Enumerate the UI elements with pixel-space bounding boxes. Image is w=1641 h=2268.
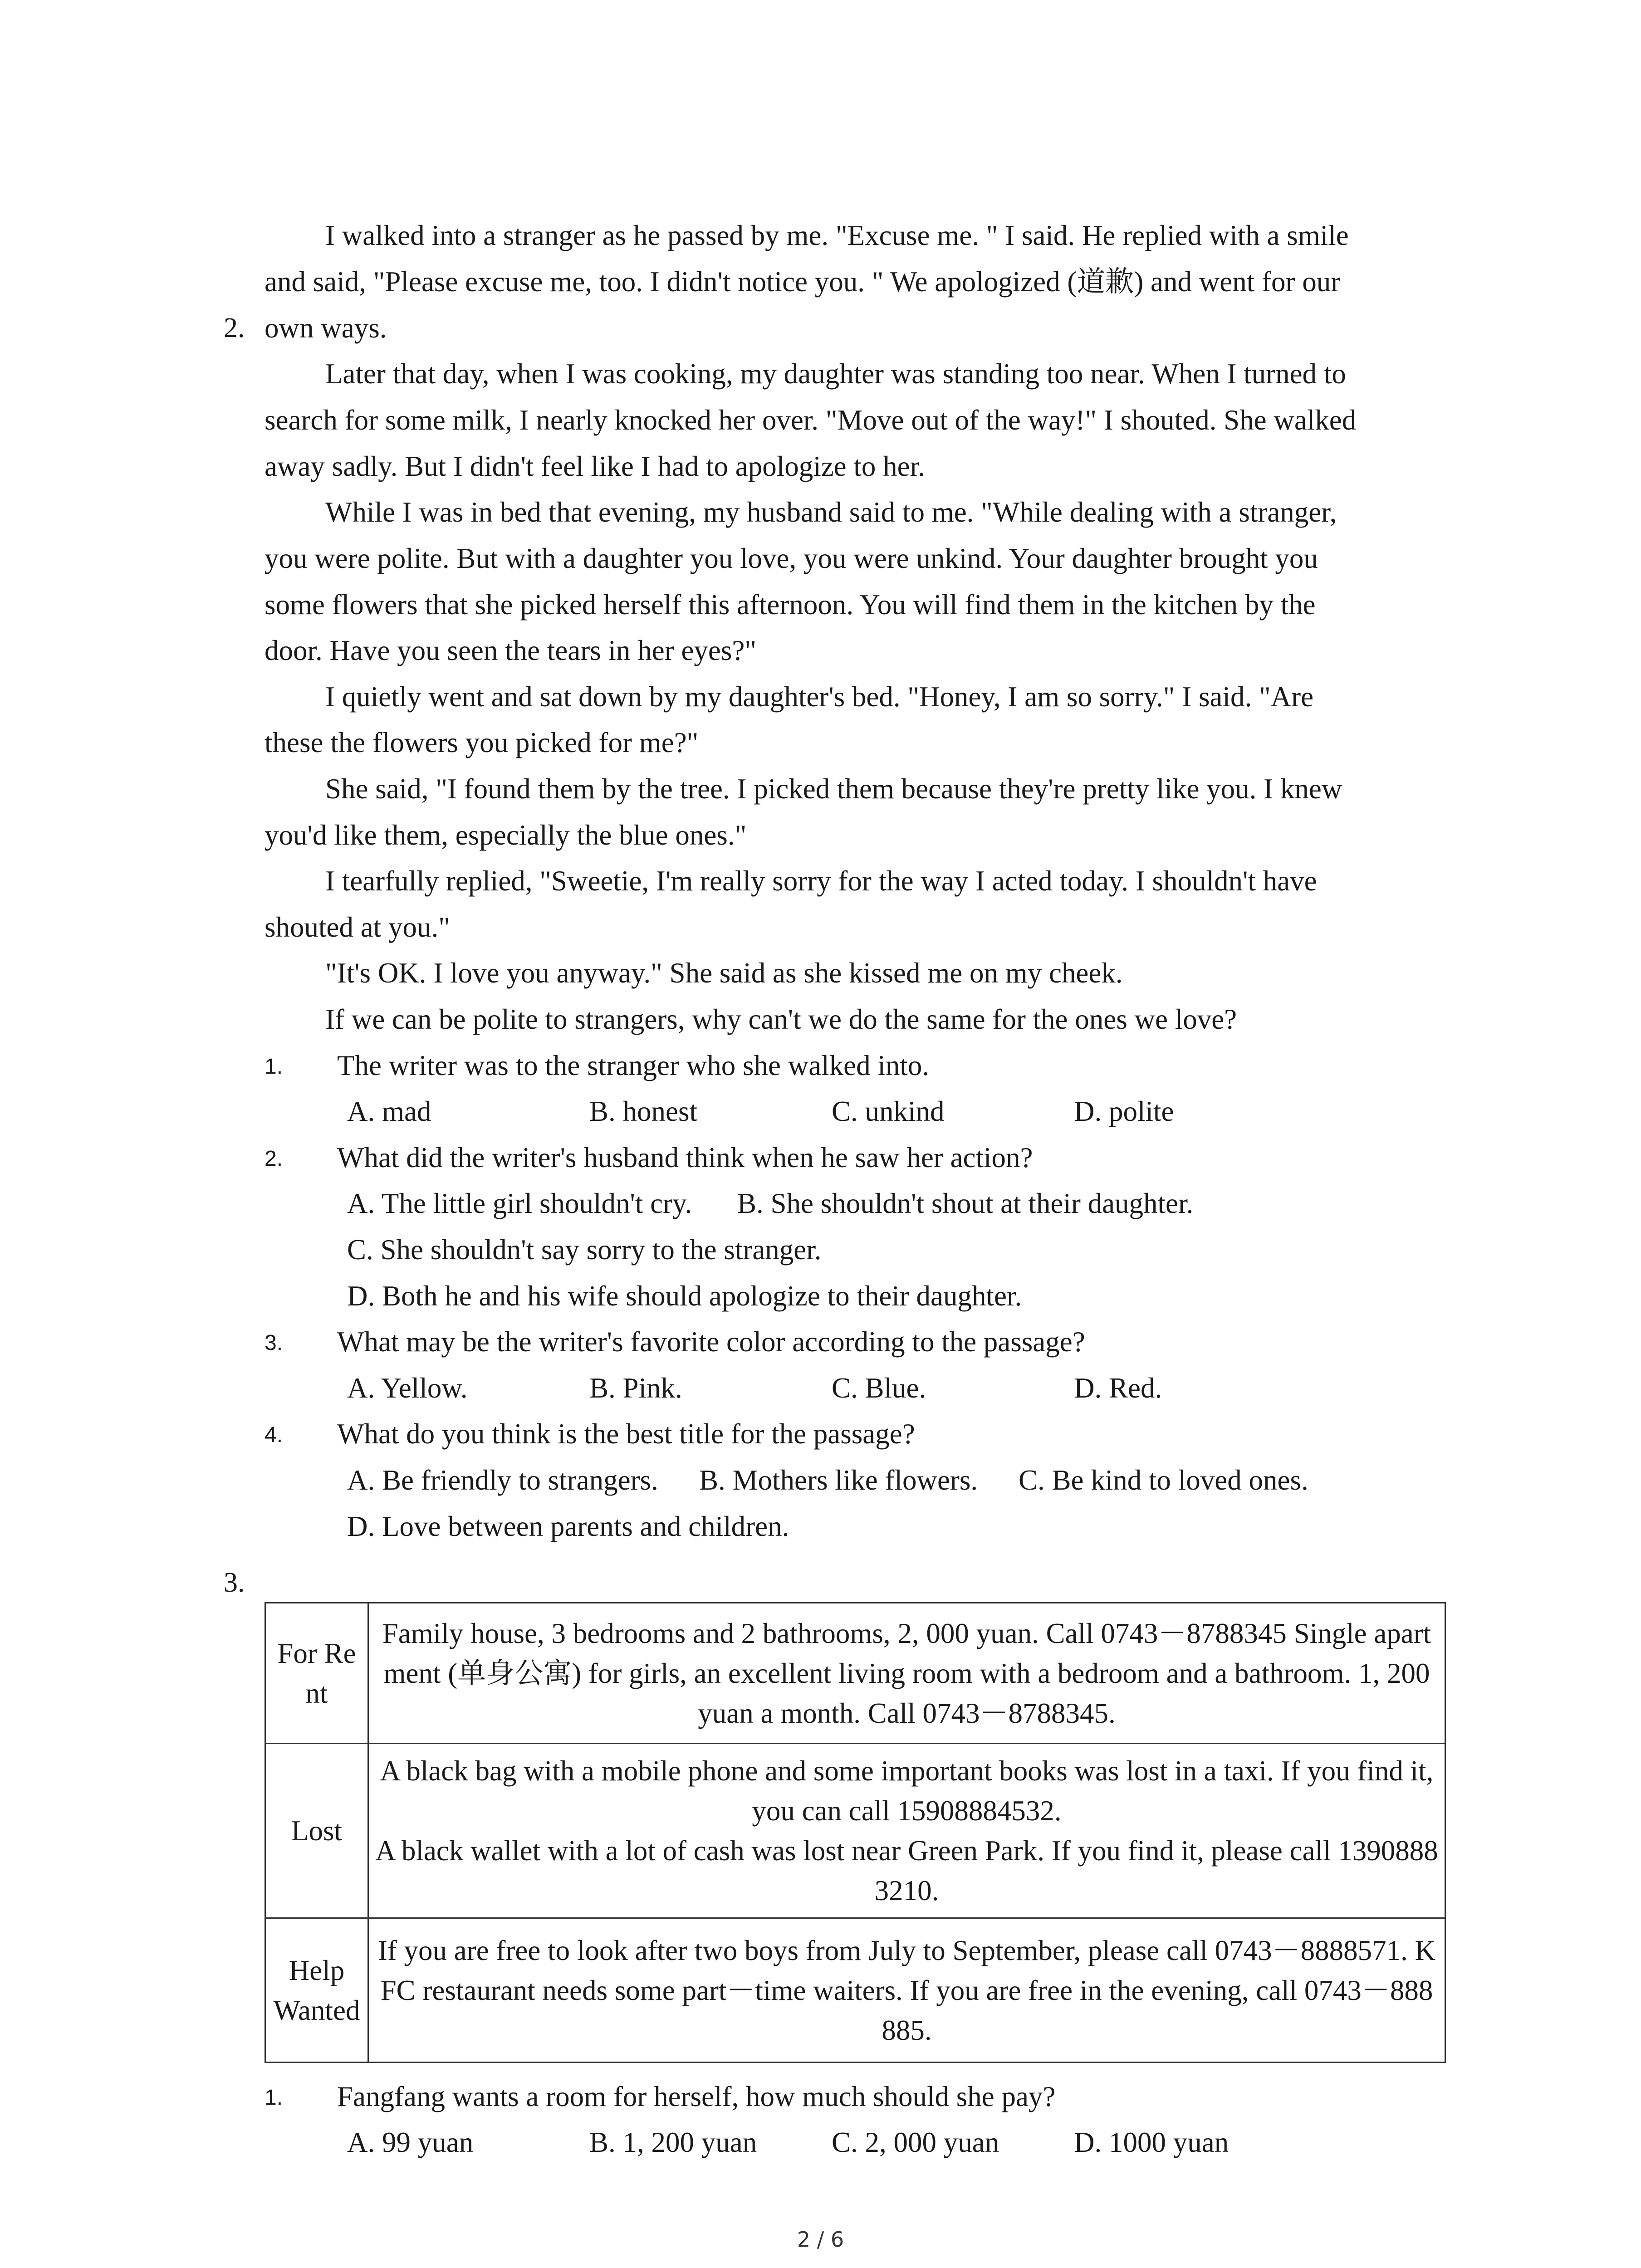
lost-notice: A black bag with a mobile phone and some important books was lost in a taxi. If you find it, you can call 15908884532. [380,1755,1434,1827]
passage-line: these the flowers you picked for me?" [265,727,699,758]
option: A. 99 yuan [347,2126,474,2158]
table-row [265,1603,1445,1744]
question-number: 2. [265,1147,283,1171]
section-number: 2. [224,313,245,343]
passage-line: I quietly went and sat down by my daughter's bed. "Honey, I am so sorry." I said. "Are [325,681,1314,713]
passage-line: search for some milk, I nearly knocked her over. "Move out of the way!" I shouted. She walked [265,404,1357,436]
section-number: 3. [224,1567,245,1598]
option: C. She shouldn't say sorry to the stranger. [347,1234,822,1266]
question-text: What did the writer's husband think when he saw her action? [337,1142,1033,1173]
table-cell-content: Family house, 3 bedrooms and 2 bathrooms, 2, 000 yuan. Call 0743－8788345 Single apartment (单身公寓) for girls, an excellent living room with a bedroom and a bathroom. 1, 200 yuan a month. Call 0743－8788345. [368,1603,1445,1744]
passage-line: While I was in bed that evening, my husband said to me. "While dealing with a stranger, [325,496,1337,528]
option: B. 1, 200 yuan [589,2126,757,2158]
passage-line: you were polite. But with a daughter you love, you were unkind. Your daughter brought you [265,543,1318,574]
option: B. Mothers like flowers. [699,1464,978,1496]
option: B. honest [589,1095,698,1127]
question-text: What do you think is the best title for the passage? [337,1418,915,1450]
option: C. Blue. [832,1372,926,1404]
passage-line: and said, "Please excuse me, too. I didn't notice you. " We apologized (道歉) and went for our [265,266,1341,298]
table-cell-label: For Rent [265,1603,368,1744]
passage-line: "It's OK. I love you anyway." She said as she kissed me on my cheek. [325,957,1123,989]
option: A. mad [347,1095,431,1127]
table-cell-content: If you are free to look after two boys from July to September, please call 0743－8888571. KFC restaurant needs some part－time waiters. If you are free in the evening, call 0743－888885. [368,1918,1445,2063]
option: D. Red. [1074,1372,1162,1404]
option: A. The little girl shouldn't cry. [347,1188,692,1219]
table-row [265,1918,1445,2063]
question-text: What may be the writer's favorite color according to the passage? [337,1326,1085,1358]
option: A. Be friendly to strangers. [347,1464,658,1496]
page-number: 2 / 6 [797,2227,844,2252]
passage-line: Later that day, when I was cooking, my daughter was standing too near. When I turned to [325,358,1346,390]
passage-line: door. Have you seen the tears in her eyes?" [265,635,757,666]
option: D. Love between parents and children. [347,1510,789,1542]
passage-line: away sadly. But I didn't feel like I had to apologize to her. [265,450,925,482]
question-number: 1. [265,2086,283,2110]
table-cell-content [368,1744,1445,1918]
question-number: 4. [265,1423,283,1447]
question-text: The writer was to the stranger who she walked into. [337,1050,930,1081]
question-text: Fangfang wants a room for herself, how much should she pay? [337,2081,1056,2112]
option: C. unkind [832,1095,945,1127]
option: D. 1000 yuan [1074,2126,1229,2158]
passage-line: you'd like them, especially the blue ones." [265,819,747,851]
option: C. Be kind to loved ones. [1019,1464,1308,1496]
passage-line: shouted at you." [265,911,450,943]
question-number: 3. [265,1331,283,1355]
table-cell-label: Lost [265,1744,368,1918]
question-number: 1. [265,1055,283,1079]
option: D. polite [1074,1095,1174,1127]
passage-line: I walked into a stranger as he passed by me. "Excuse me. " I said. He replied with a smile [325,220,1349,251]
table-row [265,1744,1445,1918]
option: C. 2, 000 yuan [832,2126,999,2158]
passage-line: I tearfully replied, "Sweetie, I'm really sorry for the way I acted today. I shouldn't have [325,865,1317,897]
passage-line: own ways. [265,312,387,344]
option: A. Yellow. [347,1372,468,1404]
passage-line: She said, "I found them by the tree. I picked them because they're pretty like you. I knew [325,773,1342,805]
option: B. Pink. [589,1372,682,1404]
notice-table [265,1602,1446,2063]
option: B. She shouldn't shout at their daughter. [737,1188,1194,1219]
lost-notice: A black wallet with a lot of cash was lost near Green Park. If you find it, please call 13908883210. [375,1835,1438,1906]
passage-line: If we can be polite to strangers, why can't we do the same for the ones we love? [325,1003,1237,1035]
passage-line: some flowers that she picked herself this afternoon. You will find them in the kitchen by the [265,589,1316,621]
table-cell-label: Help Wanted [265,1918,368,2063]
option: D. Both he and his wife should apologize to their daughter. [347,1280,1022,1312]
